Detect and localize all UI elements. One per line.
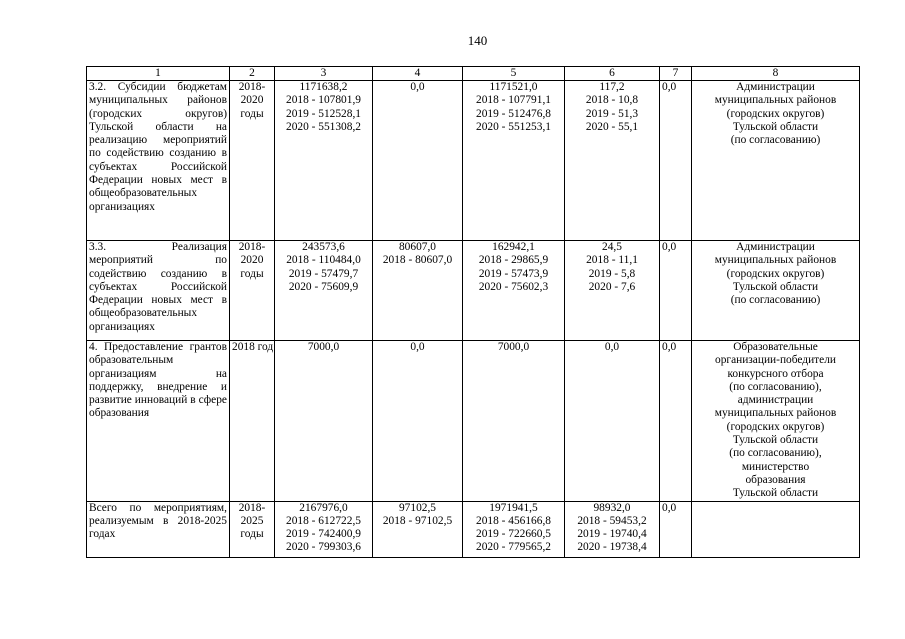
header-row xyxy=(87,67,860,81)
local-budget-cell xyxy=(565,341,660,502)
executor-cell-line: министерство xyxy=(741,460,810,473)
header-cell-1: 1 xyxy=(87,67,230,81)
regional-budget-cell-line: 2019 - 722660,5 xyxy=(476,528,551,541)
period-cell-line: годы xyxy=(240,107,264,120)
executor-cell-line: муниципальных районов xyxy=(714,407,837,420)
executor-cell-line: (по согласованию), xyxy=(729,380,822,393)
total-funding-cell-line: 7000,0 xyxy=(307,341,340,353)
total-funding-cell xyxy=(275,81,373,241)
executor-cell-line: муниципальных районов xyxy=(714,94,837,107)
header-cell-4: 4 xyxy=(373,67,463,81)
executor-cell-line: Образовательные xyxy=(733,341,818,353)
local-budget-cell xyxy=(565,81,660,241)
federal-budget-cell xyxy=(373,81,463,241)
regional-budget-cell-line: 2020 - 779565,2 xyxy=(476,541,551,554)
header-cell-3: 3 xyxy=(275,67,373,81)
executor-cell xyxy=(692,501,860,557)
regional-budget-cell-line: 1171521,0 xyxy=(489,81,538,93)
extrabudgetary-cell: 0,0 xyxy=(660,501,692,557)
local-budget-cell-line: 2018 - 10,8 xyxy=(585,94,639,107)
period-cell-line: 2018- xyxy=(238,81,266,93)
executor-cell-line: муниципальных районов xyxy=(714,254,837,267)
total-funding-cell-line: 243573,6 xyxy=(302,241,345,253)
total-funding-cell-line: 2019 - 742400,9 xyxy=(286,528,361,541)
local-budget-cell-line: 2020 - 55,1 xyxy=(585,120,639,133)
federal-budget-cell-line: 2018 - 80607,0 xyxy=(382,254,453,267)
regional-budget-cell-line: 2019 - 57473,9 xyxy=(478,267,549,280)
local-budget-cell xyxy=(565,241,660,341)
regional-budget-cell-line: 2020 - 551253,1 xyxy=(476,120,551,133)
period-cell-line: 2018- xyxy=(238,241,266,253)
period-cell-line: 2018 год xyxy=(232,341,274,353)
executor-cell xyxy=(692,81,860,241)
regional-budget-cell xyxy=(463,501,565,557)
total-funding-cell-line: 2020 - 799303,6 xyxy=(286,541,361,554)
local-budget-cell xyxy=(565,501,660,557)
executor-cell-line: Тульской области xyxy=(732,120,819,133)
regional-budget-cell-line: 2018 - 456166,8 xyxy=(476,514,551,527)
table-row xyxy=(87,241,860,341)
local-budget-cell-line: 2019 - 19740,4 xyxy=(577,528,647,541)
executor-cell-line: Тульской области xyxy=(732,434,819,447)
executor-cell xyxy=(692,241,860,341)
total-funding-cell-line: 2018 - 612722,5 xyxy=(286,514,361,527)
executor-cell-line: (городских округов) xyxy=(726,267,825,280)
total-funding-cell-line: 2018 - 107801,9 xyxy=(286,94,361,107)
total-funding-cell-line: 2018 - 110484,0 xyxy=(286,254,361,267)
federal-budget-cell-line: 97102,5 xyxy=(398,501,437,514)
regional-budget-cell-line: 2020 - 75602,3 xyxy=(478,280,549,293)
activity-name-cell: 3.3. Реализация мероприятий по содействию созданию в субъектах Российской Федерации новых мест в общеобразовательных организациях xyxy=(87,241,230,341)
total-funding-cell xyxy=(275,501,373,557)
header-cell-5: 5 xyxy=(463,67,565,81)
local-budget-cell-line: 2018 - 11,1 xyxy=(586,254,638,267)
table-body xyxy=(87,81,860,558)
executor-cell-line: администрации xyxy=(737,394,814,407)
federal-budget-cell-line: 0,0 xyxy=(410,341,425,353)
executor-cell-line: конкурсного отбора xyxy=(727,367,824,380)
total-funding-cell-line: 2020 - 75609,9 xyxy=(288,280,359,293)
local-budget-cell-line: 0,0 xyxy=(604,341,620,353)
period-cell-line: 2020 xyxy=(240,254,264,267)
total-funding-cell-line: 1171638,2 xyxy=(299,81,348,93)
executor-cell-line: (по согласованию) xyxy=(730,134,821,147)
period-cell-line: 2025 xyxy=(240,514,264,527)
local-budget-cell-line: 2019 - 51,3 xyxy=(585,107,639,120)
federal-budget-cell xyxy=(373,501,463,557)
activity-name-cell: Всего по мероприятиям, реализуемым в 2018-2025 годах xyxy=(87,501,230,557)
executor-cell-line: Администрации xyxy=(736,241,815,253)
regional-budget-cell-line: 1971941,5 xyxy=(489,501,538,514)
federal-budget-cell xyxy=(373,241,463,341)
executor-cell xyxy=(692,341,860,502)
local-budget-cell-line: 2020 - 7,6 xyxy=(588,280,636,293)
activity-name-cell: 4. Предоставление грантов образовательным организациям на поддержку, внедрение и развитие инноваций в сфере образования xyxy=(87,341,230,502)
federal-budget-cell-line: 0,0 xyxy=(410,81,425,93)
period-cell-line: 2020 xyxy=(240,94,264,107)
executor-cell-line: (городских округов) xyxy=(726,107,825,120)
regional-budget-cell-line: 2019 - 512476,8 xyxy=(476,107,551,120)
local-budget-cell-line: 24,5 xyxy=(602,241,622,253)
total-funding-cell-line: 2019 - 512528,1 xyxy=(286,107,361,120)
federal-budget-cell-line: 80607,0 xyxy=(398,241,437,253)
table-row xyxy=(87,81,860,241)
header-cell-2: 2 xyxy=(230,67,275,81)
extrabudgetary-cell: 0,0 xyxy=(660,341,692,502)
period-cell xyxy=(230,341,275,502)
executor-cell-line: Тульской области xyxy=(732,487,819,500)
executor-cell-line: (по согласованию) xyxy=(730,294,821,307)
executor-cell-line: (городских округов) xyxy=(726,420,825,433)
total-funding-cell-line: 2019 - 57479,7 xyxy=(288,267,359,280)
funding-table xyxy=(86,66,860,558)
executor-cell-line: (по согласованию), xyxy=(729,447,822,460)
local-budget-cell-line: 2019 - 5,8 xyxy=(588,267,636,280)
regional-budget-cell-line: 2018 - 29865,9 xyxy=(478,254,549,267)
period-cell xyxy=(230,501,275,557)
executor-cell-line: Администрации xyxy=(736,81,815,93)
executor-cell-line: Тульской области xyxy=(732,280,819,293)
total-funding-cell-line: 2167976,0 xyxy=(299,501,348,514)
local-budget-cell-line: 2018 - 59453,2 xyxy=(577,514,647,527)
total-funding-cell-line: 2020 - 551308,2 xyxy=(286,120,361,133)
activity-name-cell: 3.2. Субсидии бюджетам муниципальных районов (городских округов) Тульской области на реализацию мероприятий по содействию созданию в субъектах Российской Федерации новых мест в общеобразовательных организациях xyxy=(87,81,230,241)
local-budget-cell-line: 117,2 xyxy=(599,81,625,93)
table-row xyxy=(87,341,860,502)
regional-budget-cell xyxy=(463,241,565,341)
federal-budget-cell-line: 2018 - 97102,5 xyxy=(382,514,453,527)
period-cell xyxy=(230,241,275,341)
regional-budget-cell-line: 2018 - 107791,1 xyxy=(476,94,551,107)
period-cell-line: годы xyxy=(240,528,264,541)
regional-budget-cell-line: 162942,1 xyxy=(492,241,535,253)
federal-budget-cell xyxy=(373,341,463,502)
header-cell-6: 6 xyxy=(565,67,660,81)
table-row xyxy=(87,501,860,557)
local-budget-cell-line: 98932,0 xyxy=(593,501,631,514)
period-cell-line: годы xyxy=(240,267,264,280)
header-cell-8: 8 xyxy=(692,67,860,81)
extrabudgetary-cell: 0,0 xyxy=(660,241,692,341)
total-funding-cell xyxy=(275,241,373,341)
period-cell-line: 2018- xyxy=(238,501,266,514)
total-funding-cell xyxy=(275,341,373,502)
executor-cell-line: организации-победители xyxy=(715,354,836,367)
regional-budget-cell xyxy=(463,81,565,241)
regional-budget-cell xyxy=(463,341,565,502)
header-cell-7: 7 xyxy=(660,67,692,81)
page-number: 140 xyxy=(467,33,488,48)
extrabudgetary-cell: 0,0 xyxy=(660,81,692,241)
local-budget-cell-line: 2020 - 19738,4 xyxy=(577,541,647,554)
executor-cell-line: образования xyxy=(745,473,806,486)
period-cell xyxy=(230,81,275,241)
regional-budget-cell-line: 7000,0 xyxy=(497,341,530,353)
